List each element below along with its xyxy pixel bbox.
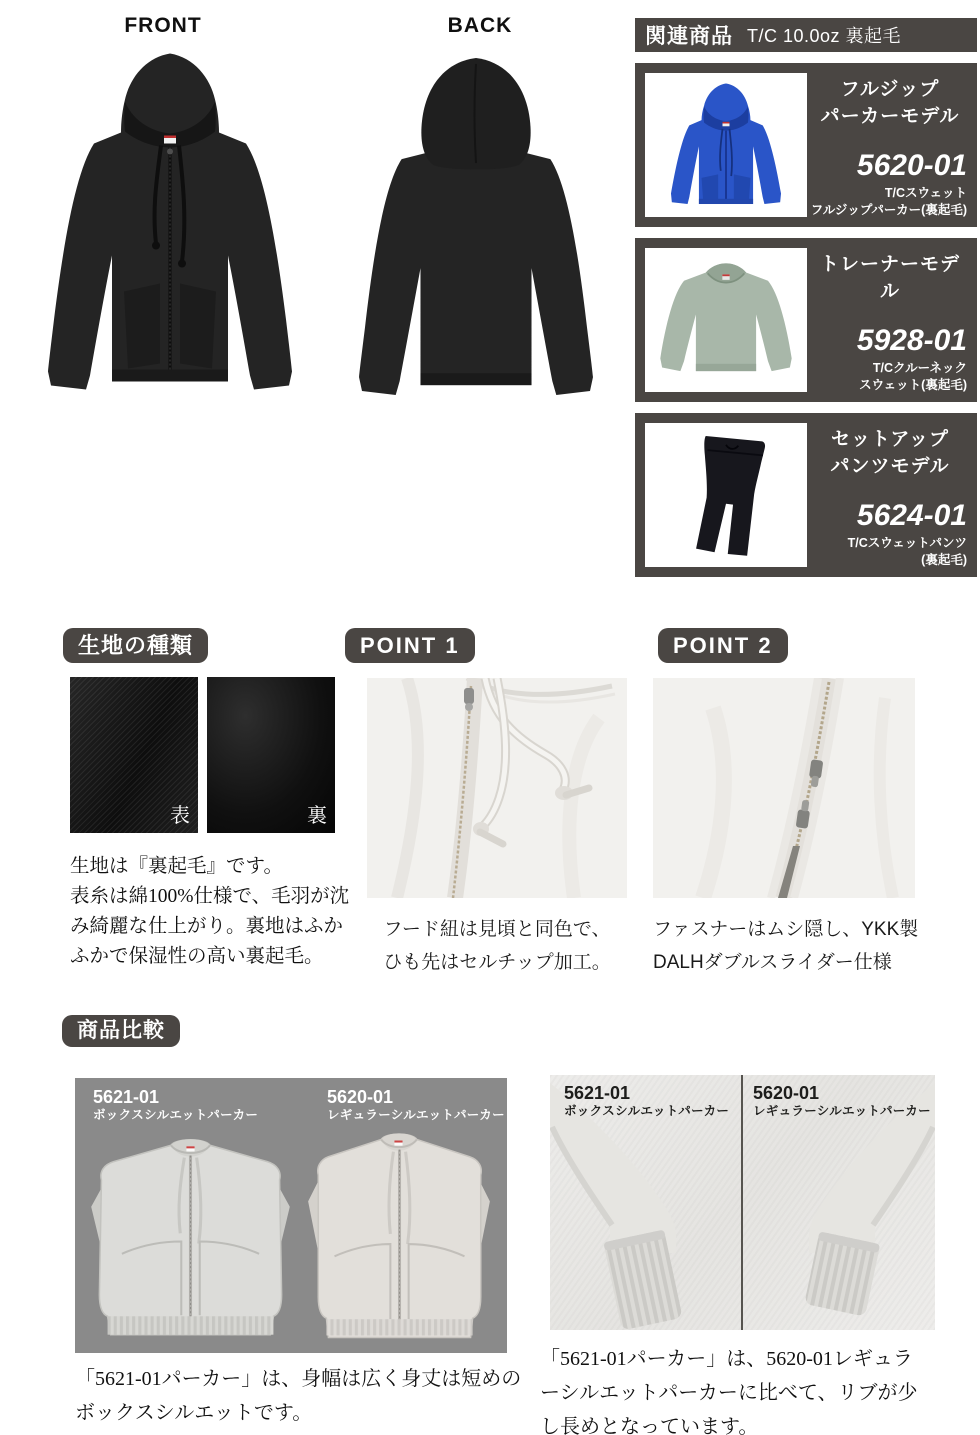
comparison-right-label-5620: 5620-01 レギュラーシルエットパーカー: [753, 1083, 931, 1118]
card-text: [810, 63, 967, 227]
back-hoodie-image: [332, 56, 620, 398]
sage-sweatshirt-image: [653, 256, 799, 384]
comparison-divider: [741, 1075, 743, 1330]
card-product-desc: T/Cスウェット フルジップパーカー(裏起毛): [810, 186, 967, 217]
related-card-5624: [635, 413, 977, 577]
fabric-front-label: 表: [170, 805, 190, 827]
card-model-name: トレーナーモデル: [819, 254, 960, 302]
related-subtitle: T/C 10.0oz 裏起毛: [747, 26, 902, 46]
comparison-right-caption: 「5621-01パーカー」は、5620-01レギュラ ーシルエットパーカーに比べて、リブが少 し長めとなっています。: [540, 1348, 918, 1435]
blue-hoodie-image: [656, 80, 796, 211]
card-product-desc: T/Cスウェットパンツ (裏起毛): [847, 536, 967, 567]
card-product-code: 5928-01: [856, 324, 967, 357]
comparison-left-label-5620: 5620-01 レギュラーシルエットパーカー: [327, 1087, 505, 1122]
comparison-photo-silhouette: [75, 1078, 507, 1353]
related-title: 関連商品: [645, 25, 733, 48]
fabric-back-label: 裏: [307, 805, 327, 827]
card-photo: [645, 73, 807, 217]
comparison-right-label-5621: 5621-01 ボックスシルエットパーカー: [564, 1083, 730, 1118]
card-photo: [645, 248, 807, 392]
point1-badge: POINT 1: [345, 628, 475, 663]
point2-badge: POINT 2: [658, 628, 788, 663]
back-label: BACK: [447, 14, 513, 37]
point2-caption: ファスナーはムシ隠し、YKK製 DALHダブルスライダー仕様: [653, 919, 919, 973]
fabric-description: 生地は『裏起毛』です。 表糸は綿100%仕様で、毛羽が沈 み綺麗な仕上がり。裏地はふか ふかで保湿性の高い裏起毛。: [70, 856, 350, 967]
card-product-code: 5624-01: [856, 499, 967, 532]
flat-hoodie-5620-image: [300, 1126, 498, 1352]
comparison-photo-rib: [550, 1075, 935, 1330]
card-photo: [645, 423, 807, 567]
card-model-name: フルジップ パーカーモデル: [820, 79, 960, 127]
comparison-left-label-5621: 5621-01 ボックスシルエットパーカー: [93, 1087, 259, 1122]
related-products-header: [635, 18, 977, 52]
card-product-code: 5620-01: [856, 149, 967, 182]
point2-zipper-photo: [653, 678, 915, 898]
fabric-swatch-back: [207, 677, 335, 833]
comparison-left-caption: 「5621-01パーカー」は、身幅は広く身丈は短めの ボックスシルエットです。: [75, 1368, 522, 1424]
point1-caption: フード紐は見頃と同色で、 ひも先はセルチップ加工。: [383, 919, 611, 973]
card-model-name: セットアップ パンツモデル: [830, 429, 950, 477]
front-label: FRONT: [124, 14, 202, 37]
fabric-swatch-front: [70, 677, 198, 833]
card-product-desc: T/Cクルーネック スウェット(裏起毛): [859, 361, 967, 392]
comparison-badge: 商品比較: [62, 1015, 180, 1047]
related-card-5928: [635, 238, 977, 402]
card-text: [813, 238, 967, 402]
card-text: [813, 413, 967, 577]
related-card-5620: [635, 63, 977, 227]
fabric-section-badge: 生地の種類: [63, 628, 208, 663]
front-hoodie-image: [20, 46, 320, 404]
black-pants-image: [673, 429, 779, 561]
point1-drawstring-photo: [367, 678, 627, 898]
flat-hoodie-5621-image: [83, 1133, 298, 1348]
